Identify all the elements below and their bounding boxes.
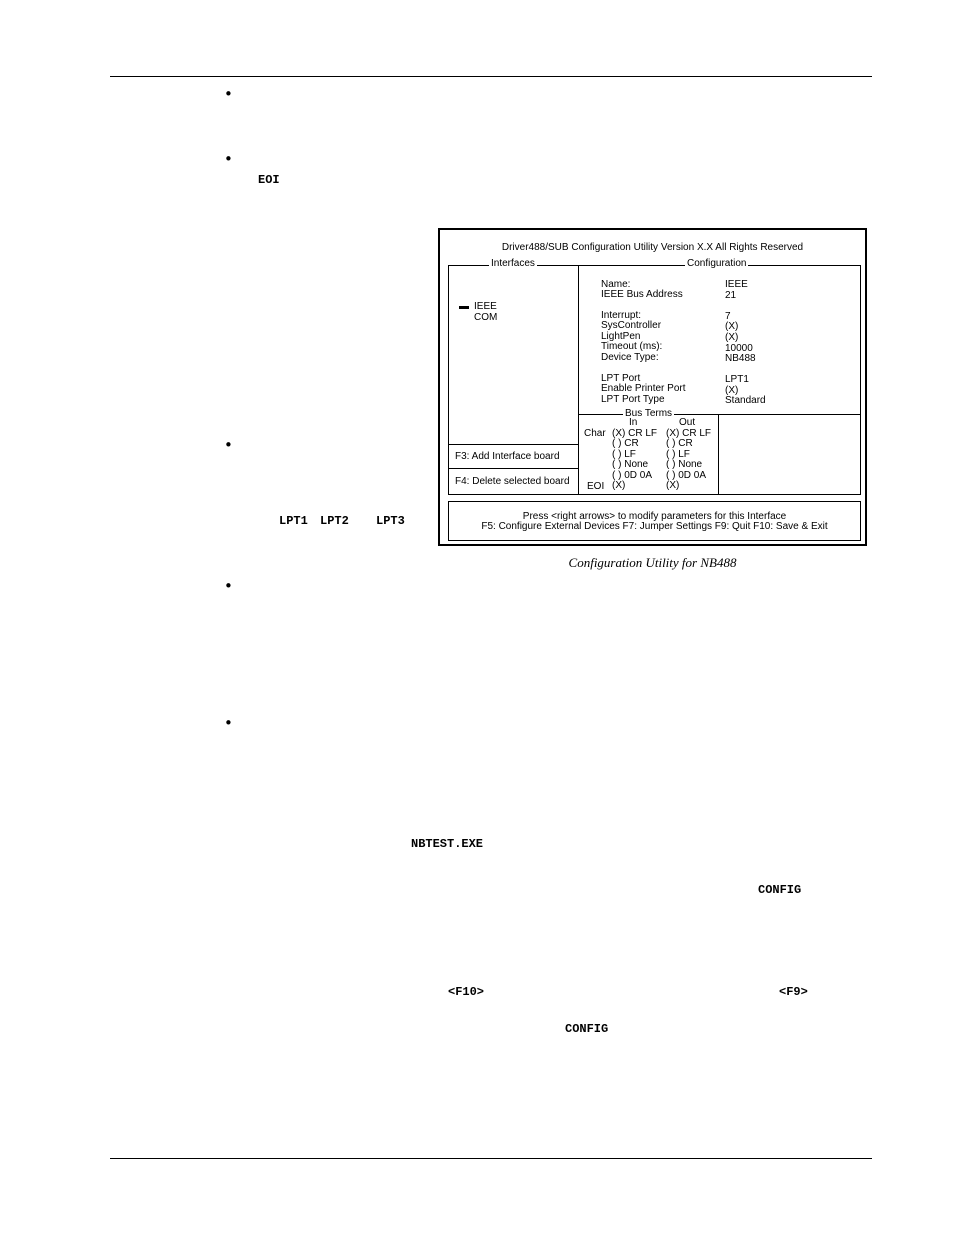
- field-device-type-label: Device Type:: [601, 352, 659, 363]
- interfaces-legend: Interfaces: [491, 258, 535, 269]
- field-printer-port-label: Enable Printer Port: [601, 383, 686, 394]
- field-device-type-value[interactable]: NB488: [725, 353, 756, 364]
- field-timeout-value[interactable]: 10000: [725, 343, 753, 354]
- in-option-none[interactable]: ( ) None: [612, 459, 649, 470]
- field-name-label: Name:: [601, 279, 631, 290]
- selected-marker-icon: ▬: [459, 301, 469, 312]
- interface-item-ieee[interactable]: IEEE: [474, 301, 497, 312]
- bullet-2: •: [224, 150, 233, 168]
- field-syscontroller-value[interactable]: (X): [725, 321, 739, 332]
- out-option-lf[interactable]: ( ) LF: [666, 449, 690, 460]
- add-interface-label: F3: Add Interface board: [455, 451, 560, 462]
- f9-key-term: <F9>: [779, 985, 808, 999]
- delete-board-label: F4: Delete selected board: [455, 476, 570, 487]
- bullet-3: •: [224, 436, 233, 454]
- bus-terms-in-header: In: [629, 417, 638, 428]
- in-option-cr[interactable]: ( ) CR: [612, 438, 639, 449]
- configuration-panel: [578, 258, 861, 415]
- field-bus-address-label: IEEE Bus Address: [601, 289, 683, 300]
- nbtest-exe-term: NBTEST.EXE: [411, 837, 484, 851]
- figure-caption: Configuration Utility for NB488: [568, 555, 737, 570]
- in-option-0d0a[interactable]: ( ) 0D 0A: [612, 470, 653, 481]
- bus-terms-char-label: Char: [584, 428, 606, 439]
- header-rule: [110, 76, 872, 77]
- field-lightpen-value[interactable]: (X): [725, 332, 739, 343]
- bullet-1: •: [224, 85, 233, 103]
- out-option-0d0a[interactable]: ( ) 0D 0A: [666, 470, 707, 481]
- field-lightpen-label: LightPen: [601, 331, 641, 342]
- in-option-crlf[interactable]: (X) CR LF: [612, 428, 657, 439]
- field-lpt-port-value[interactable]: LPT1: [725, 374, 749, 385]
- field-printer-port-value[interactable]: (X): [725, 385, 739, 396]
- bus-terms-legend: Bus Terms: [625, 408, 673, 419]
- out-option-none[interactable]: ( ) None: [666, 459, 703, 470]
- out-option-crlf[interactable]: (X) CR LF: [666, 428, 711, 439]
- status-bar: [448, 501, 861, 541]
- lpt3-term: LPT3: [376, 514, 405, 528]
- delete-board-button[interactable]: [448, 468, 579, 495]
- in-option-lf[interactable]: ( ) LF: [612, 449, 636, 460]
- lpt2-term: LPT2: [320, 514, 349, 528]
- eoi-term: EOI: [258, 173, 280, 187]
- configuration-legend: Configuration: [687, 258, 747, 269]
- field-lpt-port-type-label: LPT Port Type: [601, 394, 665, 405]
- field-lpt-port-label: LPT Port: [601, 373, 641, 384]
- field-timeout-label: Timeout (ms):: [601, 341, 663, 352]
- eoi-in-option[interactable]: (X): [612, 480, 626, 491]
- utility-title: Driver488/SUB Configuration Utility Version X.X All Rights Reserved: [501, 242, 804, 253]
- field-name-value[interactable]: IEEE: [725, 279, 748, 290]
- status-line-1: Press <right arrows> to modify parameters for this Interface: [522, 511, 787, 522]
- interfaces-panel: [448, 258, 579, 495]
- field-bus-address-value[interactable]: 21: [725, 290, 737, 301]
- interface-item-com[interactable]: COM: [474, 312, 498, 323]
- eoi-out-option[interactable]: (X): [666, 480, 680, 491]
- config-term-1: CONFIG: [758, 883, 802, 897]
- field-syscontroller-label: SysController: [601, 320, 662, 331]
- out-option-cr[interactable]: ( ) CR: [666, 438, 693, 449]
- bullet-4: •: [224, 577, 233, 595]
- bus-terms-panel: [578, 408, 719, 495]
- status-line-2: F5: Configure External Devices F7: Jumper Settings F9: Quit F10: Save & Exit: [481, 521, 828, 532]
- f10-key-term: <F10>: [448, 985, 485, 999]
- bus-terms-side-panel: [718, 414, 861, 495]
- footer-rule: [110, 1158, 872, 1159]
- bus-terms-eoi-label: EOI: [587, 481, 605, 492]
- config-utility-figure: [438, 228, 867, 546]
- field-lpt-port-type-value[interactable]: Standard: [725, 395, 766, 406]
- bus-terms-out-header: Out: [679, 417, 696, 428]
- add-interface-button[interactable]: [448, 444, 579, 469]
- field-interrupt-label: Interrupt:: [601, 310, 642, 321]
- field-interrupt-value[interactable]: 7: [725, 311, 731, 322]
- lpt1-term: LPT1: [279, 514, 308, 528]
- config-term-2: CONFIG: [565, 1022, 609, 1036]
- bullet-5: •: [224, 714, 233, 732]
